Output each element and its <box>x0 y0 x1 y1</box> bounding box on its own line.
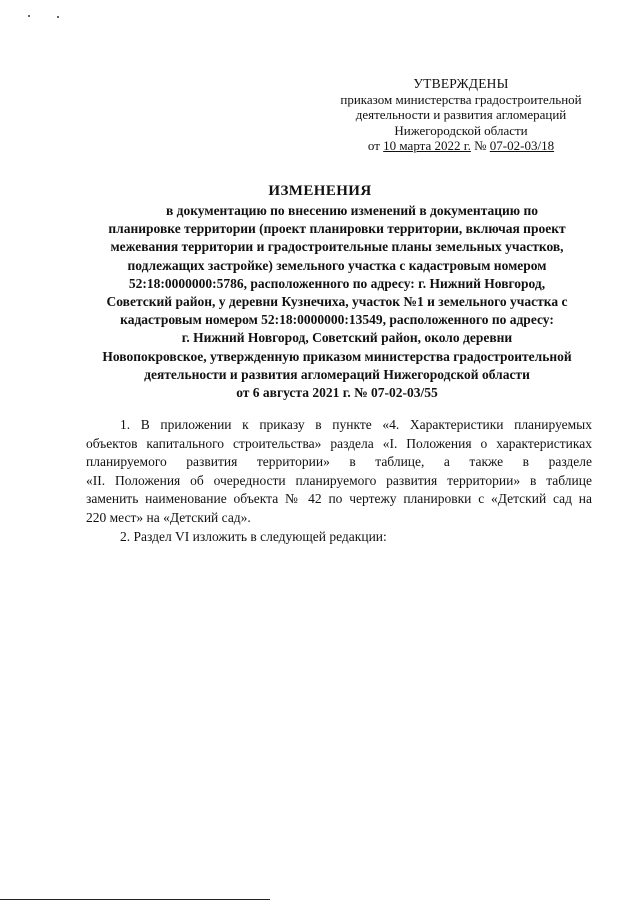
date-prefix: от <box>367 138 384 153</box>
approval-line: деятельности и развития агломераций <box>355 107 567 122</box>
subtitle-line: 52:18:0000000:5786, расположенного по адресу: г. Нижний Новгород, <box>128 275 546 291</box>
approval-date: 10 марта 2022 г. <box>383 138 471 153</box>
paragraph-1-line: объектов капитального строительства» раздела «I. Положения о характеристиках <box>86 435 592 451</box>
document-title: ИЗМЕНЕНИЯ <box>268 183 372 199</box>
paragraph-1-line: «II. Положения об очередности планируемого развития территории» в таблице <box>86 472 592 488</box>
paragraph-2: 2. Раздел VI изложить в следующей редакции: <box>120 528 387 544</box>
approval-block <box>330 76 592 154</box>
bottom-rule <box>0 899 270 900</box>
subtitle-line: планировке территории (проект планировки территории, включая проект <box>108 221 566 237</box>
subtitle-line: от 6 августа 2021 г. № 07-02-03/55 <box>236 385 438 401</box>
document-body <box>86 416 592 546</box>
scan-speck <box>57 16 59 18</box>
scan-speck <box>28 15 30 17</box>
document-subtitle <box>82 202 592 402</box>
approval-line: Нижегородской области <box>394 122 528 138</box>
approval-heading: УТВЕРЖДЕНЫ <box>413 76 509 91</box>
paragraph-1-line: 1. В приложении к приказу в пункте «4. Характеристики планируемых <box>120 417 592 432</box>
subtitle-line: подлежащих застройке) земельного участка с кадастровым номером <box>127 257 547 273</box>
subtitle-line: деятельности и развития агломераций Нижегородской области <box>144 366 530 382</box>
number-prefix: № <box>470 138 490 153</box>
paragraph-1-line: 220 мест» на «Детский сад». <box>86 509 251 525</box>
subtitle-line: г. Нижний Новгород, Советский район, около деревни <box>181 330 513 346</box>
subtitle-line: межевания территории и градостроительные планы земельных участков, <box>110 239 564 255</box>
subtitle-line: Новопокровское, утвержденную приказом министерства градостроительной <box>102 348 572 364</box>
paragraph-1-line: планируемого развития территории» в таблице, а также в разделе <box>86 454 592 470</box>
paragraph-1-line: заменить наименование объекта № 42 по чертежу планировки с «Детский сад на <box>86 491 592 507</box>
subtitle-line: кадастровым номером 52:18:0000000:13549, расположенного по адресу: <box>120 312 554 328</box>
subtitle-line: в документацию по внесению изменений в документацию по <box>165 203 539 218</box>
approval-date-line <box>330 138 592 154</box>
approval-number: 07-02-03/18 <box>489 138 555 153</box>
subtitle-line: Советский район, у деревни Кузнечиха, участок №1 и земельного участка с <box>106 294 568 310</box>
approval-line: приказом министерства градостроительной <box>340 91 582 107</box>
